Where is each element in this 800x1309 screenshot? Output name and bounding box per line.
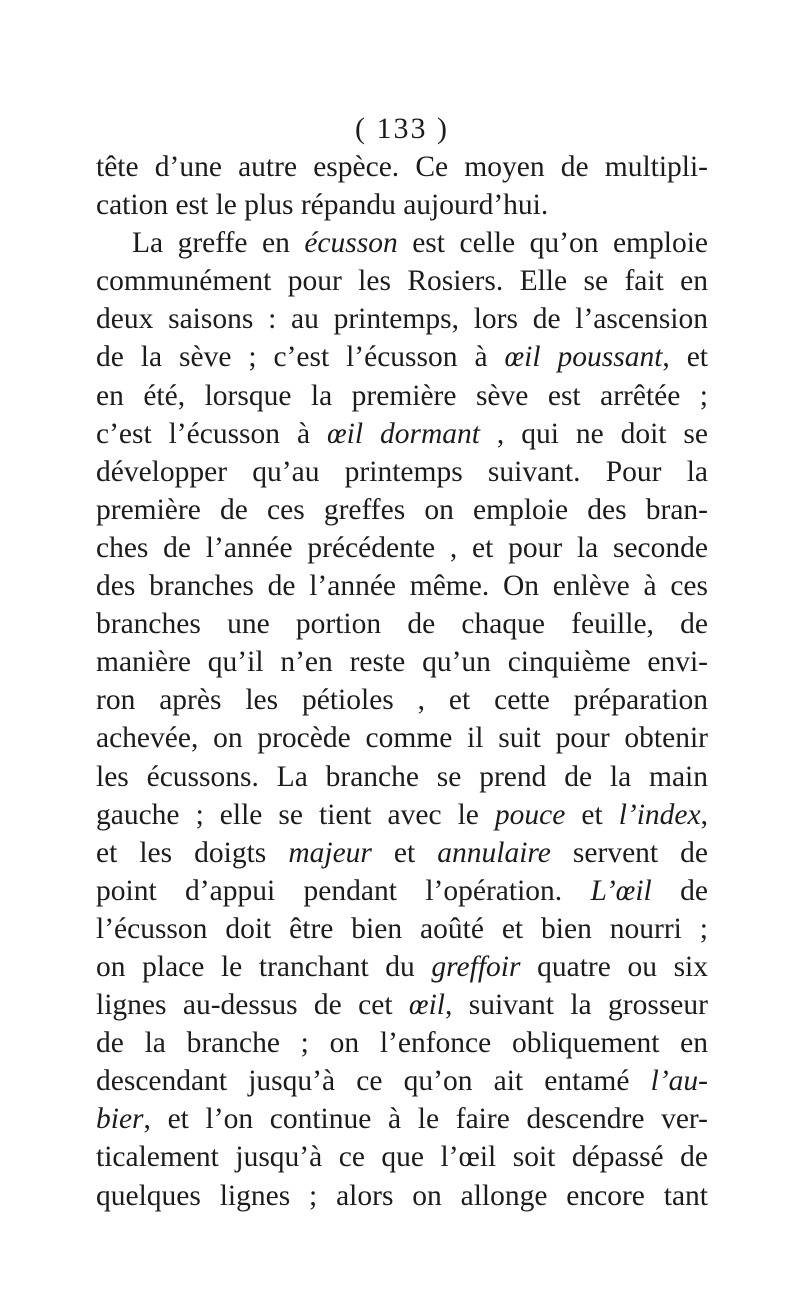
text-line: [96, 948, 708, 986]
text-line: [96, 1024, 708, 1062]
text-segment: et les doigts: [96, 836, 289, 869]
text-line: [96, 1177, 708, 1215]
text-line: [96, 643, 708, 681]
page-number: ( 133 ): [355, 112, 449, 145]
text-line: [96, 758, 708, 796]
italic-term: l’index: [618, 798, 701, 831]
text-line: [96, 681, 708, 719]
text-segment: gauche ; elle se tient avec le: [96, 798, 495, 831]
text-segment: manière qu’il n’en reste qu’un cinquième envi-: [96, 646, 708, 679]
text-line: [96, 262, 708, 300]
italic-term: annulaire: [437, 836, 551, 869]
text-segment: et: [371, 836, 438, 869]
text-line: [96, 377, 708, 415]
text-line: [96, 910, 708, 948]
text-segment: première de ces greffes on emploie des bran-: [96, 493, 708, 526]
text-line: [96, 1062, 708, 1100]
text-segment: cation est le plus répandu aujourd’hui.: [96, 189, 549, 222]
text-segment: , et: [662, 341, 709, 374]
body-text: [96, 148, 708, 1215]
text-line: [96, 453, 708, 491]
italic-term: majeur: [288, 836, 372, 869]
text-line: [96, 605, 708, 643]
italic-term: greffoir: [431, 950, 521, 983]
text-segment: et: [565, 798, 619, 831]
italic-term: œil poussant: [504, 341, 663, 374]
text-segment: de: [651, 874, 709, 907]
text-segment: quelques lignes ; alors on allonge encore tant: [96, 1179, 708, 1212]
italic-term: œil: [408, 989, 445, 1022]
text-segment: ticalement jusqu’à ce que l’œil soit dépassé de: [96, 1141, 708, 1174]
italic-term: œil dormant: [326, 417, 480, 450]
text-segment: La greffe en: [132, 227, 305, 260]
text-segment: lignes au-dessus de cet: [96, 989, 409, 1022]
italic-term: bier: [96, 1103, 144, 1136]
text-segment: point d’appui pendant l’opération.: [96, 874, 591, 907]
text-line: [96, 986, 708, 1024]
text-segment: tête d’une autre espèce. Ce moyen de multipli-: [96, 151, 708, 183]
text-line: [96, 529, 708, 567]
text-segment: est celle qu’on emploie: [397, 227, 708, 260]
text-segment: servent de: [550, 836, 709, 869]
text-line: [96, 796, 708, 834]
text-segment: deux saisons : au printemps, lors de l’ascension: [96, 303, 708, 336]
text-segment: quatre ou six: [520, 950, 709, 983]
text-segment: achevée, on procède comme il suit pour obtenir: [96, 722, 708, 755]
text-segment: ron après les pétioles , et cette préparation: [96, 684, 708, 717]
text-segment: en été, lorsque la première sève est arrêtée ;: [96, 379, 708, 412]
italic-term: pouce: [494, 798, 566, 831]
italic-term: écusson: [304, 227, 398, 260]
text-segment: de la sève ; c’est l’écusson à: [96, 341, 505, 374]
text-line: [96, 338, 708, 376]
text-segment: branches une portion de chaque feuille, de: [96, 608, 708, 641]
italic-term: l’au-: [650, 1065, 708, 1098]
text-segment: , suivant la grosseur: [445, 989, 708, 1022]
text-segment: descendant jusqu’à ce qu’on ait entamé: [96, 1065, 651, 1098]
text-line: [96, 300, 708, 338]
text-line: [96, 491, 708, 529]
text-line: [96, 186, 708, 224]
italic-term: L’œil: [590, 874, 652, 907]
text-line: [96, 567, 708, 605]
text-segment: l’écusson doit être bien aoûté et bien nourri ;: [96, 912, 708, 945]
text-segment: ,: [700, 798, 708, 831]
text-segment: on place le tranchant du: [96, 950, 432, 983]
text-line: [96, 872, 708, 910]
text-segment: c’est l’écusson à: [96, 417, 327, 450]
text-segment: de la branche ; on l’enfonce obliquement en: [96, 1027, 708, 1060]
text-segment: des branches de l’année même. On enlève à ces: [96, 570, 708, 603]
text-segment: , qui ne doit se: [479, 417, 708, 450]
text-line: [96, 1138, 708, 1176]
text-line: [96, 719, 708, 757]
text-line: [96, 224, 708, 262]
text-segment: ches de l’année précédente , et pour la seconde: [96, 531, 708, 564]
text-segment: développer qu’au printemps suivant. Pour la: [96, 455, 708, 488]
text-segment: communément pour les Rosiers. Elle se fait en: [96, 265, 708, 298]
text-line: [96, 1100, 708, 1138]
text-segment: , et l’on continue à le faire descendre ver-: [143, 1103, 708, 1136]
text-segment: les écussons. La branche se prend de la main: [96, 760, 708, 793]
text-line: [96, 834, 708, 872]
text-line: [96, 415, 708, 453]
text-line: [96, 148, 708, 186]
